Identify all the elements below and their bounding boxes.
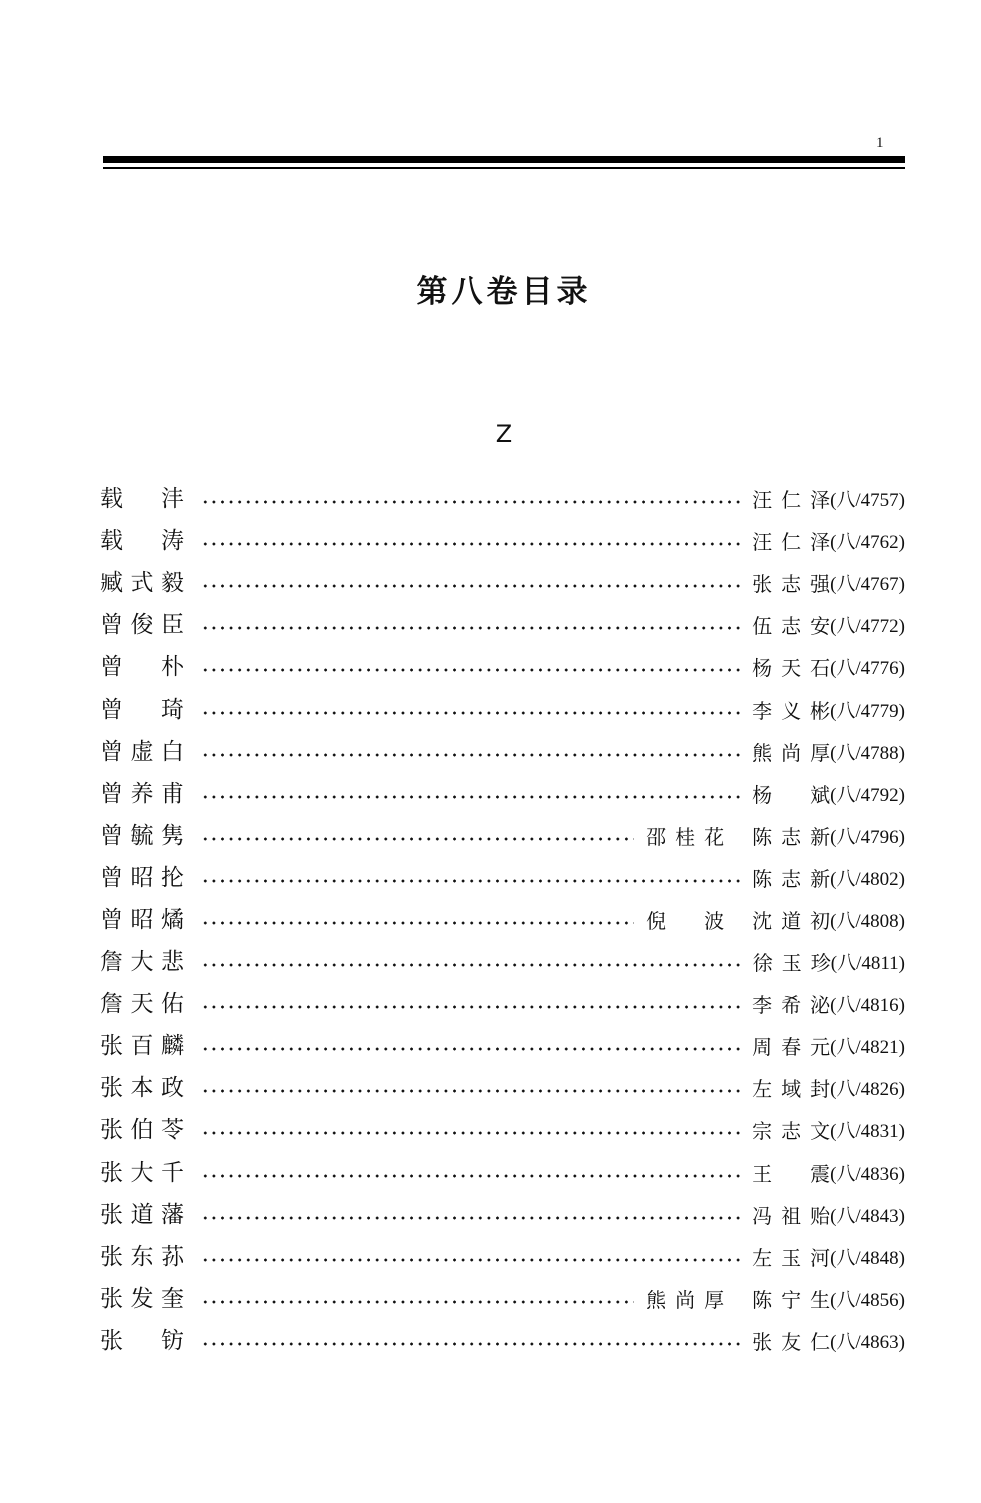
entry-subject-name-char: 载 [100,486,123,513]
entry-author-char: 王 [752,1161,773,1186]
entry-subject-name-char: 张 [100,1033,123,1060]
entry-author-char: 新 [810,824,831,849]
toc-entry[interactable] [100,1320,905,1362]
toc-entry[interactable] [100,688,905,730]
dot-leader [201,1005,740,1009]
entry-page-reference: (八/4757) [830,490,905,512]
entry-author [753,950,831,976]
entry-author [752,740,830,766]
entry-author [752,866,830,892]
table-of-contents [100,478,905,1362]
entry-subject-name-char: 臧 [100,570,123,597]
entry-author-char: 仁 [781,530,802,555]
entry-subject-name-char: 麟 [161,1033,184,1060]
entry-author-char: 陈 [752,824,773,849]
entry-author [752,1245,830,1271]
entry-author [752,571,830,597]
entry-coauthor [646,908,724,934]
entry-subject-name [100,863,184,893]
entry-author-char: 志 [781,572,802,597]
entry-subject-name-char: 天 [130,991,154,1018]
entry-subject-name [100,610,184,640]
dot-leader [201,711,740,715]
entry-author [752,1329,830,1355]
entry-subject-name-char: 佑 [161,991,184,1018]
entry-author [752,613,830,639]
entry-subject-name-char: 大 [130,1159,154,1186]
toc-entry[interactable] [100,604,905,646]
toc-entry[interactable] [100,1236,905,1278]
dot-leader [201,584,740,588]
entry-author-char: 彬 [810,698,831,723]
toc-entry[interactable] [100,1109,905,1151]
entry-subject-name-char: 载 [100,528,123,555]
entry-author-char: 玉 [781,1245,802,1270]
entry-coauthor-char: 波 [704,908,725,933]
dot-leader [201,921,634,925]
entry-subject-name-char: 臣 [161,612,184,639]
entry-author-char: 伍 [752,614,773,639]
entry-subject-name-char: 毅 [161,570,184,597]
entry-author-char: 文 [810,1119,831,1144]
entry-author-char: 张 [752,572,773,597]
entry-subject-name-char: 式 [130,570,154,597]
entry-author-char: 陈 [752,1287,773,1312]
toc-entry[interactable] [100,1067,905,1109]
toc-entry[interactable] [100,1278,905,1320]
toc-entry[interactable] [100,899,905,941]
entry-author [752,1076,830,1102]
toc-entry[interactable] [100,646,905,688]
entry-subject-name [100,568,184,598]
dot-leader [201,1342,740,1346]
entry-subject-name-char: 沣 [161,486,184,513]
dot-leader [201,1300,634,1304]
entry-subject-name-char: 张 [100,1159,123,1186]
entry-page-reference: (八/4843) [830,1205,905,1227]
entry-page-reference: (八/4776) [830,658,905,680]
entry-subject-name-char: 道 [130,1201,154,1228]
entry-author-char: 徐 [752,951,773,976]
entry-author-char: 生 [810,1287,831,1312]
entry-subject-name [100,526,184,556]
entry-subject-name-char: 昭 [130,906,154,933]
entry-author-char: 义 [781,698,802,723]
toc-entry[interactable] [100,520,905,562]
dot-leader [201,1216,740,1220]
entry-page-reference: (八/4863) [830,1331,905,1353]
entry-author-char: 尚 [781,740,802,765]
entry-author-char: 泌 [810,993,831,1018]
dot-leader [201,1047,740,1051]
entry-subject-name-char: 曾 [100,738,123,765]
entry-author-char: 强 [810,572,831,597]
entry-page-reference: (八/4762) [830,532,905,554]
entry-author-char: 左 [752,1245,773,1270]
header-rule-thin [103,167,905,169]
entry-page-reference: (八/4788) [830,742,905,764]
toc-entry[interactable] [100,1025,905,1067]
entry-author [752,1203,830,1229]
entry-subject-name-char: 曾 [100,654,123,681]
entry-subject-name-char: 昭 [130,864,154,891]
entry-author-char: 珍 [810,951,831,976]
entry-author [752,908,830,934]
dot-leader [201,879,740,883]
toc-entry[interactable] [100,562,905,604]
entry-author-char: 李 [752,993,773,1018]
dot-leader [201,1174,740,1178]
entry-coauthor-char: 熊 [646,1287,667,1312]
entry-author-char: 志 [781,614,802,639]
section-letter-heading: Z [495,420,513,448]
entry-page-reference: (八/4856) [830,1289,905,1311]
entry-subject-name-char: 荪 [161,1243,184,1270]
entry-subject-name [100,779,184,809]
entry-subject-name-char: 曾 [100,864,123,891]
dot-leader [201,542,740,546]
entry-author-char: 汪 [752,488,773,513]
entry-page-reference: (八/4848) [830,1247,905,1269]
entry-author-char: 周 [752,1035,773,1060]
entry-author-char: 宗 [752,1119,773,1144]
entry-author [752,992,830,1018]
dot-leader [201,500,740,504]
entry-subject-name-char: 千 [161,1159,184,1186]
entry-subject-name-char: 张 [100,1075,123,1102]
entry-page-reference: (八/4808) [830,910,905,932]
toc-entry[interactable] [100,1152,905,1194]
entry-subject-name-char: 曾 [100,696,123,723]
entry-author-char: 沈 [752,908,773,933]
entry-author-char: 志 [781,1119,802,1144]
entry-subject-name-char: 白 [161,738,184,765]
entry-author-char: 贻 [810,1203,831,1228]
entry-author-char: 元 [810,1035,831,1060]
entry-subject-name [100,1200,184,1230]
entry-author [752,487,830,513]
entry-author-char: 封 [810,1077,831,1102]
entry-author-char: 天 [781,656,802,681]
entry-page-reference: (八/4836) [830,1163,905,1185]
entry-author-char: 汪 [752,530,773,555]
entry-author-char: 初 [810,908,831,933]
entry-author-char: 新 [810,866,831,891]
entry-author [752,1118,830,1144]
entry-subject-name-char: 张 [100,1117,123,1144]
entry-subject-name-char: 曾 [100,612,123,639]
entry-author-char: 李 [752,698,773,723]
entry-coauthor [646,824,724,850]
entry-subject-name-char: 悲 [161,949,184,976]
entry-subject-name-char: 詹 [100,949,123,976]
dot-leader [201,1089,740,1093]
entry-author-char: 杨 [752,782,773,807]
entry-author-char: 友 [781,1329,802,1354]
entry-subject-name [100,905,184,935]
entry-author-char: 春 [781,1035,802,1060]
entry-subject-name-char: 曾 [100,906,123,933]
entry-subject-name-char: 藩 [161,1201,184,1228]
entry-subject-name-char: 毓 [130,822,154,849]
entry-author-char: 仁 [810,1329,831,1354]
entry-author-char: 泽 [810,530,831,555]
entry-author [752,782,830,808]
entry-author [752,824,830,850]
entry-subject-name [100,947,184,977]
entry-subject-name [100,989,184,1019]
entry-subject-name [100,821,184,851]
entry-subject-name [100,1158,184,1188]
entry-subject-name-char: 詹 [100,991,123,1018]
entry-author [752,1034,830,1060]
entry-coauthor-char: 桂 [675,824,696,849]
entry-coauthor-char: 尚 [675,1287,696,1312]
dot-leader [201,626,740,630]
page-number: 1 [876,135,884,151]
toc-entry[interactable] [100,815,905,857]
entry-author-char: 道 [781,908,802,933]
dot-leader [201,1258,740,1262]
entry-subject-name [100,1284,184,1314]
toc-entry[interactable] [100,1194,905,1236]
entry-subject-name-char: 琦 [161,696,184,723]
entry-subject-name [100,695,184,725]
entry-author-char: 杨 [752,656,773,681]
entry-page-reference: (八/4826) [830,1079,905,1101]
entry-subject-name-char: 曾 [100,780,123,807]
entry-coauthor-char: 倪 [646,908,667,933]
entry-subject-name-char: 伯 [130,1117,154,1144]
entry-page-reference: (八/4802) [830,868,905,890]
entry-subject-name-char: 政 [161,1075,184,1102]
entry-author [752,1161,830,1187]
entry-subject-name-char: 百 [130,1033,154,1060]
entry-author-char: 志 [781,866,802,891]
entry-subject-name [100,1073,184,1103]
entry-author-char: 河 [810,1245,831,1270]
entry-subject-name [100,1115,184,1145]
entry-subject-name-char: 苓 [161,1117,184,1144]
entry-subject-name-char: 发 [130,1285,154,1312]
entry-subject-name-char: 东 [130,1243,154,1270]
entry-subject-name-char: 抡 [161,864,184,891]
entry-author-char: 仁 [781,488,802,513]
entry-subject-name-char: 养 [130,780,154,807]
entry-author-char: 张 [752,1329,773,1354]
dot-leader [201,963,741,967]
entry-page-reference: (八/4772) [830,616,905,638]
entry-author [752,529,830,555]
entry-subject-name-char: 钫 [161,1327,184,1354]
entry-page-reference: (八/4779) [830,700,905,722]
toc-entry[interactable] [100,983,905,1025]
entry-author-char: 厚 [810,740,831,765]
entry-subject-name-char: 甫 [161,780,184,807]
entry-page-reference: (八/4811) [830,953,905,975]
entry-author-char: 左 [752,1077,773,1102]
entry-author [752,655,830,681]
entry-page-reference: (八/4792) [830,784,905,806]
entry-author-char: 泽 [810,488,831,513]
entry-subject-name-char: 曾 [100,822,123,849]
entry-subject-name-char: 大 [130,949,154,976]
entry-subject-name-char: 张 [100,1243,123,1270]
entry-subject-name [100,652,184,682]
toc-entry[interactable] [100,773,905,815]
entry-author-char: 安 [810,614,831,639]
entry-subject-name-char: 张 [100,1285,123,1312]
entry-subject-name-char: 张 [100,1201,123,1228]
entry-author-char: 志 [781,824,802,849]
entry-author-char: 冯 [752,1203,773,1228]
entry-subject-name-char: 俊 [130,612,154,639]
entry-author-char: 祖 [781,1203,802,1228]
entry-page-reference: (八/4821) [830,1037,905,1059]
entry-subject-name [100,1031,184,1061]
toc-entry[interactable] [100,941,905,983]
entry-page-reference: (八/4831) [830,1121,905,1143]
entry-page-reference: (八/4816) [830,995,905,1017]
entry-coauthor [646,1287,724,1313]
entry-author-char: 宁 [781,1287,802,1312]
dot-leader [201,1131,740,1135]
dot-leader [201,668,740,672]
entry-author-char: 石 [810,656,831,681]
entry-author [752,698,830,724]
toc-entry[interactable] [100,731,905,773]
entry-author-char: 域 [781,1077,802,1102]
entry-page-reference: (八/4767) [830,574,905,596]
entry-coauthor-char: 厚 [704,1287,725,1312]
entry-subject-name-char: 奎 [161,1285,184,1312]
toc-entry[interactable] [100,857,905,899]
entry-subject-name-char: 燏 [161,906,184,933]
entry-author-char: 玉 [781,951,802,976]
dot-leader [201,837,634,841]
entry-author-char: 震 [810,1161,831,1186]
entry-subject-name-char: 隽 [161,822,184,849]
entry-subject-name-char: 朴 [161,654,184,681]
entry-coauthor-char: 花 [704,824,725,849]
entry-author-char: 斌 [810,782,831,807]
entry-subject-name [100,484,184,514]
entry-author-char: 希 [781,993,802,1018]
dot-leader [201,753,740,757]
entry-subject-name [100,1242,184,1272]
entry-author-char: 熊 [752,740,773,765]
dot-leader [201,795,740,799]
entry-subject-name-char: 本 [130,1075,154,1102]
toc-entry[interactable] [100,478,905,520]
page-title: 第八卷目录 [416,274,592,310]
header-rule-thick [103,156,905,163]
entry-coauthor-char: 邵 [646,824,667,849]
entry-subject-name-char: 涛 [161,528,184,555]
entry-subject-name-char: 虚 [130,738,154,765]
entry-subject-name [100,1326,184,1356]
entry-page-reference: (八/4796) [830,826,905,848]
entry-subject-name [100,737,184,767]
entry-author [752,1287,830,1313]
entry-subject-name-char: 张 [100,1327,123,1354]
entry-author-char: 陈 [752,866,773,891]
